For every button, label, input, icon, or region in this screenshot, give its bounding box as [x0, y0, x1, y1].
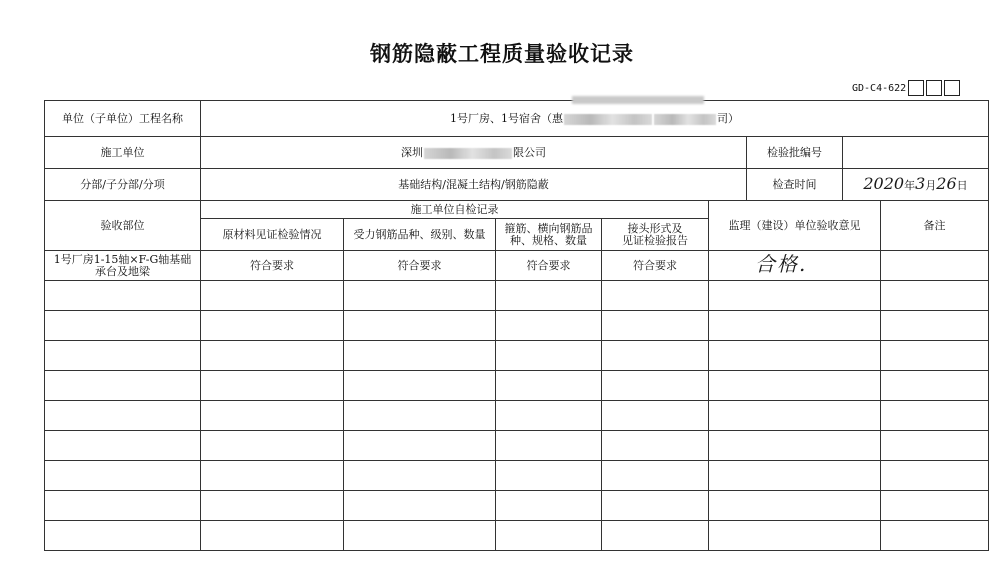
empty-cell [201, 461, 344, 491]
table-row [45, 371, 989, 401]
material-cell: 符合要求 [201, 251, 344, 281]
header-row-1 [45, 201, 989, 219]
empty-cell [709, 521, 881, 551]
check-time-label: 检查时间 [747, 169, 843, 201]
acceptance-record-table [44, 100, 989, 551]
check-time-year-unit: 年 [904, 179, 916, 192]
check-time-year: 2020 [863, 174, 905, 193]
acceptance-location-header: 验收部位 [45, 201, 201, 251]
location-line2: 承台及地梁 [95, 264, 150, 278]
empty-cell [45, 461, 201, 491]
empty-cell [201, 281, 344, 311]
empty-cell [709, 491, 881, 521]
empty-cell [45, 341, 201, 371]
stirrup-header [496, 219, 602, 251]
batch-no-label: 检验批编号 [747, 137, 843, 169]
empty-cell [201, 371, 344, 401]
check-time-day: 26 [936, 174, 957, 193]
construction-unit-suffix: 限公司 [513, 146, 546, 159]
remarks-cell [881, 251, 989, 281]
empty-cell [881, 521, 989, 551]
form-code-box-1 [908, 80, 924, 96]
empty-cell [709, 281, 881, 311]
empty-cell [709, 431, 881, 461]
empty-cell [602, 311, 709, 341]
construction-unit-label: 施工单位 [45, 137, 201, 169]
table-row [45, 461, 989, 491]
empty-cell [496, 341, 602, 371]
empty-cell [496, 281, 602, 311]
project-name-prefix: 1号厂房、1号宿舍（惠 [450, 112, 563, 125]
empty-cell [45, 431, 201, 461]
form-code [852, 79, 960, 97]
empty-cell [496, 461, 602, 491]
check-time-month: 3 [915, 174, 926, 193]
table-row [45, 251, 989, 281]
material-header: 原材料见证检验情况 [201, 219, 344, 251]
table-row [45, 431, 989, 461]
empty-cell [709, 401, 881, 431]
empty-cell [201, 341, 344, 371]
redaction-mask [572, 96, 704, 104]
empty-cell [344, 311, 496, 341]
empty-cell [45, 311, 201, 341]
table-row [45, 401, 989, 431]
form-code-box-3 [944, 80, 960, 96]
project-name-suffix: 司） [717, 112, 739, 125]
opinion-cell [709, 251, 881, 281]
empty-cell [496, 521, 602, 551]
self-check-group-header: 施工单位自检记录 [201, 201, 709, 219]
empty-cell [602, 461, 709, 491]
joint-cell: 符合要求 [602, 251, 709, 281]
empty-cell [344, 281, 496, 311]
empty-cell [344, 461, 496, 491]
joint-header [602, 219, 709, 251]
stirrup-header-line2: 种、规格、数量 [510, 233, 587, 247]
empty-cell [45, 401, 201, 431]
empty-cell [201, 491, 344, 521]
empty-cell [344, 521, 496, 551]
empty-cell [602, 281, 709, 311]
empty-cell [45, 371, 201, 401]
empty-cell [344, 401, 496, 431]
project-name-row [45, 101, 989, 137]
table-row [45, 281, 989, 311]
project-name-value [201, 101, 989, 137]
main-rebar-header: 受力钢筋品种、级别、数量 [344, 219, 496, 251]
page-title: 钢筋隐蔽工程质量验收记录 [370, 42, 634, 66]
empty-cell [881, 461, 989, 491]
batch-no-value [843, 137, 989, 169]
redaction-mask [424, 148, 512, 159]
subdivision-value: 基础结构/混凝土结构/钢筋隐蔽 [201, 169, 747, 201]
empty-cell [496, 431, 602, 461]
table-row [45, 311, 989, 341]
empty-cell [344, 431, 496, 461]
empty-cell [496, 311, 602, 341]
table-row [45, 491, 989, 521]
empty-cell [496, 371, 602, 401]
empty-cell [344, 371, 496, 401]
project-name-label: 单位（子单位）工程名称 [45, 101, 201, 137]
empty-cell [709, 371, 881, 401]
handwritten-opinion: 合格. [755, 251, 808, 276]
empty-cell [709, 341, 881, 371]
empty-cell [344, 491, 496, 521]
empty-cell [602, 491, 709, 521]
table-row [45, 521, 989, 551]
empty-cell [709, 311, 881, 341]
stirrup-cell: 符合要求 [496, 251, 602, 281]
redaction-mask [654, 114, 716, 125]
empty-cell [602, 401, 709, 431]
empty-cell [45, 491, 201, 521]
empty-cell [45, 521, 201, 551]
joint-header-line2: 见证检验报告 [622, 233, 688, 247]
joint-header-line1: 接头形式及 [627, 221, 683, 235]
construction-unit-prefix: 深圳 [401, 146, 423, 159]
table-row [45, 341, 989, 371]
empty-cell [496, 401, 602, 431]
empty-cell [881, 281, 989, 311]
empty-cell [881, 491, 989, 521]
empty-cell [602, 521, 709, 551]
form-code-text: GD-C4-622 [852, 82, 907, 94]
subdivision-row [45, 169, 989, 201]
empty-cell [45, 281, 201, 311]
empty-cell [881, 401, 989, 431]
empty-cell [881, 371, 989, 401]
construction-unit-value [201, 137, 747, 169]
construction-unit-row [45, 137, 989, 169]
empty-cell [602, 431, 709, 461]
stirrup-header-line1: 箍筋、横向钢筋品 [504, 221, 593, 235]
empty-cell [201, 431, 344, 461]
redaction-mask [564, 114, 652, 125]
empty-cell [201, 521, 344, 551]
empty-cell [881, 341, 989, 371]
empty-cell [344, 341, 496, 371]
empty-cell [602, 341, 709, 371]
empty-rows [45, 281, 989, 551]
empty-cell [602, 371, 709, 401]
check-time-value [843, 169, 989, 201]
empty-cell [881, 431, 989, 461]
main-rebar-cell: 符合要求 [344, 251, 496, 281]
subdivision-label: 分部/子分部/分项 [45, 169, 201, 201]
supervision-opinion-header: 监理（建设）单位验收意见 [709, 201, 881, 251]
empty-cell [881, 311, 989, 341]
form-code-box-2 [926, 80, 942, 96]
empty-cell [201, 311, 344, 341]
empty-cell [496, 491, 602, 521]
remarks-header: 备注 [881, 201, 989, 251]
check-time-day-unit: 日 [956, 179, 968, 192]
location-line1: 1号厂房1-15轴×F-G轴基础 [53, 252, 192, 266]
empty-cell [709, 461, 881, 491]
check-time-month-unit: 月 [925, 179, 937, 192]
location-cell [45, 251, 201, 281]
empty-cell [201, 401, 344, 431]
